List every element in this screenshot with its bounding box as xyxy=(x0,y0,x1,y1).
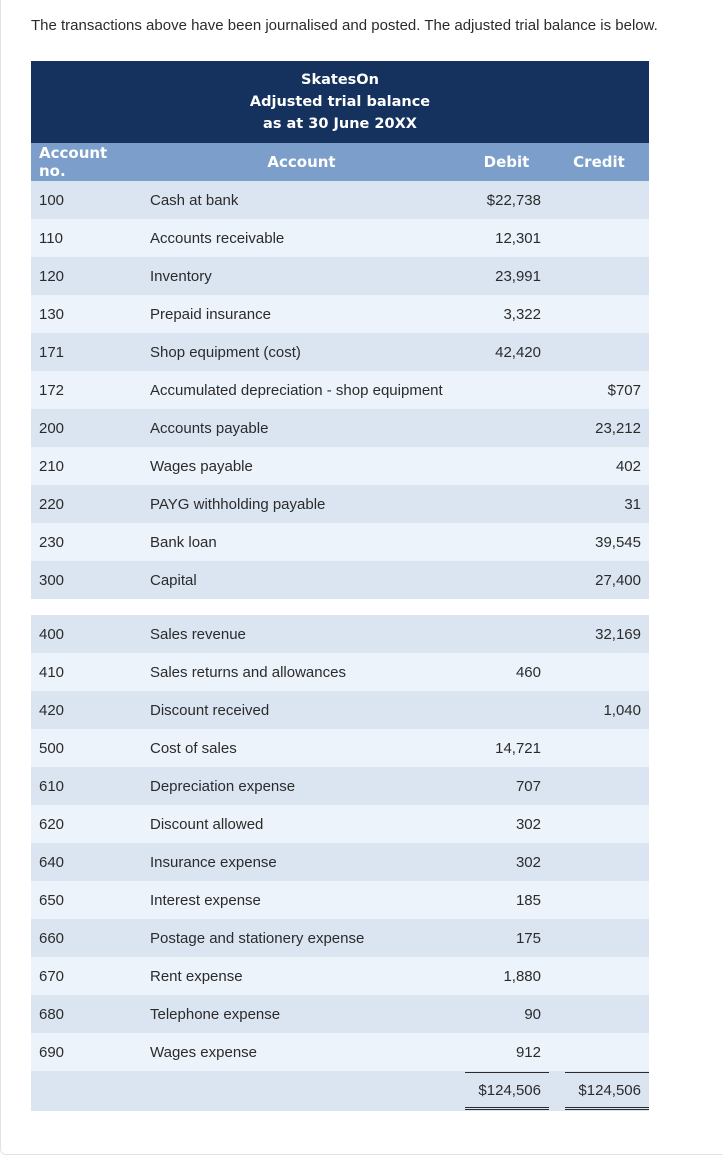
account-number: 171 xyxy=(31,333,139,371)
account-name: Accumulated depreciation - shop equipment xyxy=(139,371,464,409)
debit-amount: 302 xyxy=(464,805,549,843)
credit-amount xyxy=(549,995,649,1033)
table-row xyxy=(31,561,649,599)
account-number: 410 xyxy=(31,653,139,691)
credit-amount: 27,400 xyxy=(549,561,649,599)
account-name: Inventory xyxy=(139,257,464,295)
account-name: Shop equipment (cost) xyxy=(139,333,464,371)
credit-amount: 31 xyxy=(549,485,649,523)
trial-balance-table xyxy=(31,61,649,1111)
credit-amount: 32,169 xyxy=(549,615,649,653)
table-row xyxy=(31,181,649,219)
credit-total-cell xyxy=(549,1071,649,1111)
account-name: Cost of sales xyxy=(139,729,464,767)
debit-amount: 707 xyxy=(464,767,549,805)
credit-amount xyxy=(549,219,649,257)
totals-blank-account xyxy=(139,1071,464,1111)
account-number: 500 xyxy=(31,729,139,767)
table-row xyxy=(31,615,649,653)
totals-row xyxy=(31,1071,649,1111)
account-number: 620 xyxy=(31,805,139,843)
debit-amount xyxy=(464,447,549,485)
account-number: 650 xyxy=(31,881,139,919)
account-number: 172 xyxy=(31,371,139,409)
account-number: 610 xyxy=(31,767,139,805)
debit-amount: 14,721 xyxy=(464,729,549,767)
debit-amount: 175 xyxy=(464,919,549,957)
credit-amount xyxy=(549,729,649,767)
credit-amount xyxy=(549,1033,649,1071)
credit-amount xyxy=(549,767,649,805)
table-row xyxy=(31,333,649,371)
account-name: Postage and stationery expense xyxy=(139,919,464,957)
table-row xyxy=(31,843,649,881)
debit-amount: 302 xyxy=(464,843,549,881)
account-number: 220 xyxy=(31,485,139,523)
account-name: Cash at bank xyxy=(139,181,464,219)
debit-amount: 42,420 xyxy=(464,333,549,371)
account-name: Discount allowed xyxy=(139,805,464,843)
report-date: as at 30 June 20XX xyxy=(263,116,417,132)
credit-amount xyxy=(549,805,649,843)
table-row xyxy=(31,919,649,957)
table-body xyxy=(31,181,649,1111)
account-name: Bank loan xyxy=(139,523,464,561)
account-name: Depreciation expense xyxy=(139,767,464,805)
account-name: Insurance expense xyxy=(139,843,464,881)
table-row xyxy=(31,729,649,767)
debit-amount: 12,301 xyxy=(464,219,549,257)
col-header-account: Account xyxy=(139,143,464,181)
credit-amount xyxy=(549,257,649,295)
table-title xyxy=(31,61,649,143)
account-name: Wages expense xyxy=(139,1033,464,1071)
table-row xyxy=(31,957,649,995)
debit-amount xyxy=(464,691,549,729)
debit-amount: 90 xyxy=(464,995,549,1033)
account-number: 110 xyxy=(31,219,139,257)
debit-amount: 460 xyxy=(464,653,549,691)
debit-amount: 3,322 xyxy=(464,295,549,333)
credit-amount: 402 xyxy=(549,447,649,485)
account-name: Rent expense xyxy=(139,957,464,995)
company-name: SkatesOn xyxy=(301,72,379,88)
debit-amount: 912 xyxy=(464,1033,549,1071)
account-number: 690 xyxy=(31,1033,139,1071)
report-name: Adjusted trial balance xyxy=(249,94,431,110)
debit-amount: 23,991 xyxy=(464,257,549,295)
debit-total-cell xyxy=(464,1071,549,1111)
col-header-account-no: Account no. xyxy=(31,143,139,181)
debit-amount xyxy=(464,409,549,447)
debit-amount xyxy=(464,523,549,561)
table-row xyxy=(31,295,649,333)
account-number: 300 xyxy=(31,561,139,599)
table-row xyxy=(31,219,649,257)
account-name: Discount received xyxy=(139,691,464,729)
credit-amount xyxy=(549,653,649,691)
account-number: 100 xyxy=(31,181,139,219)
table-row xyxy=(31,653,649,691)
credit-amount xyxy=(549,333,649,371)
table-row xyxy=(31,523,649,561)
account-number: 120 xyxy=(31,257,139,295)
col-header-debit: Debit xyxy=(464,143,549,181)
account-name: PAYG withholding payable xyxy=(139,485,464,523)
debit-amount xyxy=(464,561,549,599)
account-number: 670 xyxy=(31,957,139,995)
debit-amount xyxy=(464,485,549,523)
credit-amount xyxy=(549,843,649,881)
debit-amount: 1,880 xyxy=(464,957,549,995)
credit-amount xyxy=(549,181,649,219)
account-name: Sales returns and allowances xyxy=(139,653,464,691)
account-number: 660 xyxy=(31,919,139,957)
account-name: Prepaid insurance xyxy=(139,295,464,333)
table-row xyxy=(31,371,649,409)
credit-total: $124,506 xyxy=(565,1072,649,1110)
account-name: Sales revenue xyxy=(139,615,464,653)
credit-amount xyxy=(549,919,649,957)
col-header-credit: Credit xyxy=(549,143,649,181)
table-row xyxy=(31,1033,649,1071)
account-number: 420 xyxy=(31,691,139,729)
credit-amount: 1,040 xyxy=(549,691,649,729)
debit-amount xyxy=(464,371,549,409)
spacer-row xyxy=(31,599,649,615)
account-name: Wages payable xyxy=(139,447,464,485)
table-row xyxy=(31,767,649,805)
spacer-cell xyxy=(31,599,649,615)
account-name: Interest expense xyxy=(139,881,464,919)
debit-amount xyxy=(464,615,549,653)
account-name: Accounts payable xyxy=(139,409,464,447)
debit-amount: 185 xyxy=(464,881,549,919)
table-row xyxy=(31,805,649,843)
account-number: 130 xyxy=(31,295,139,333)
account-number: 200 xyxy=(31,409,139,447)
account-number: 400 xyxy=(31,615,139,653)
account-name: Telephone expense xyxy=(139,995,464,1033)
credit-amount: 39,545 xyxy=(549,523,649,561)
account-number: 680 xyxy=(31,995,139,1033)
table-row xyxy=(31,409,649,447)
header-row xyxy=(31,143,649,181)
account-number: 230 xyxy=(31,523,139,561)
account-number: 210 xyxy=(31,447,139,485)
account-name: Capital xyxy=(139,561,464,599)
table-row xyxy=(31,691,649,729)
totals-blank-no xyxy=(31,1071,139,1111)
table-row xyxy=(31,447,649,485)
debit-amount: $22,738 xyxy=(464,181,549,219)
title-row xyxy=(31,61,649,143)
credit-amount: $707 xyxy=(549,371,649,409)
account-number: 640 xyxy=(31,843,139,881)
table-row xyxy=(31,485,649,523)
credit-amount: 23,212 xyxy=(549,409,649,447)
table-row xyxy=(31,995,649,1033)
account-name: Accounts receivable xyxy=(139,219,464,257)
intro-text: The transactions above have been journalised and posted. The adjusted trial balance is below. xyxy=(31,17,658,34)
table-row xyxy=(31,881,649,919)
debit-total: $124,506 xyxy=(465,1072,549,1110)
table-row xyxy=(31,257,649,295)
credit-amount xyxy=(549,295,649,333)
credit-amount xyxy=(549,881,649,919)
credit-amount xyxy=(549,957,649,995)
